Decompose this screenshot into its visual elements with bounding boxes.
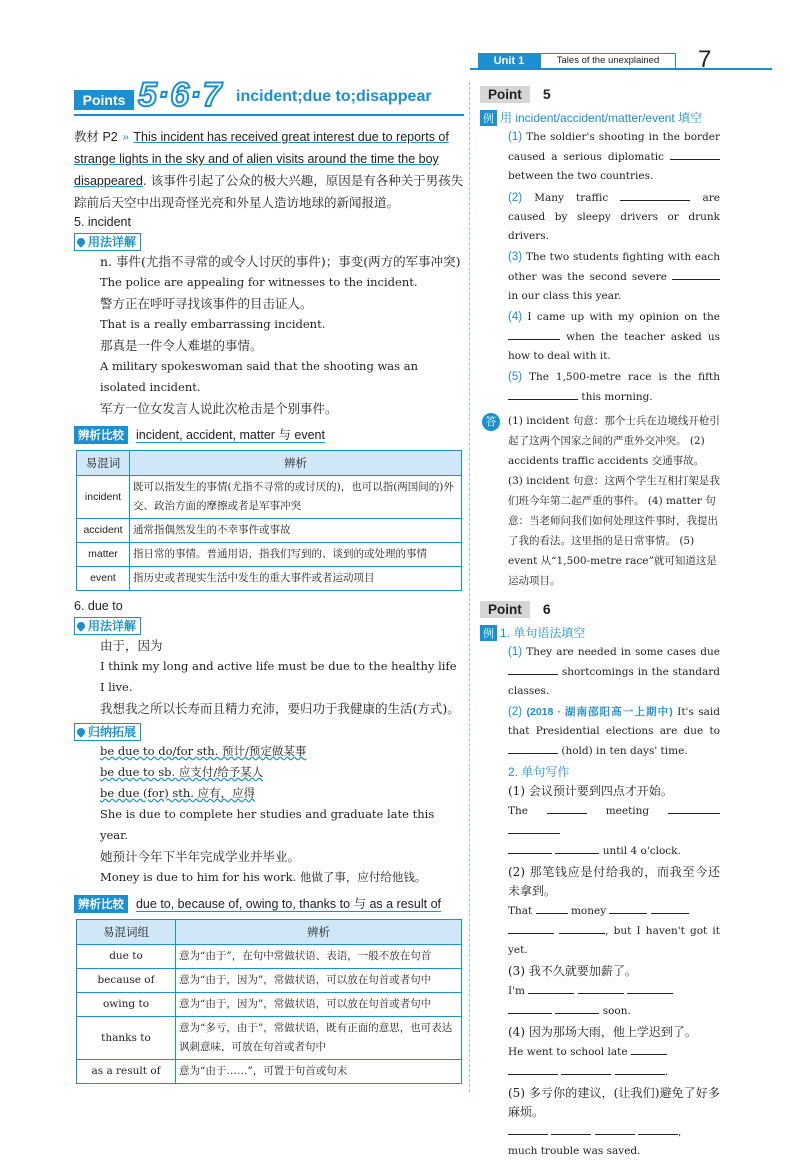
answer-blank[interactable]	[536, 901, 568, 914]
textbook-sentence	[74, 126, 464, 213]
usage-tag-due-to: 用法详解	[74, 617, 141, 635]
point-number: 6	[542, 601, 551, 617]
answer-badge: 答	[482, 413, 500, 431]
expansion-example-en: She is due to complete her studies and graduate late this year.	[100, 807, 435, 842]
answer-blank[interactable]	[508, 387, 578, 400]
answer-blank[interactable]	[508, 662, 558, 675]
answer-blank[interactable]	[555, 1001, 599, 1014]
compare-heading-incident	[74, 425, 464, 444]
answer-blank[interactable]	[508, 1001, 552, 1014]
answer-blank[interactable]	[670, 147, 720, 160]
due-to-usage	[74, 635, 464, 719]
points-title	[74, 76, 464, 116]
incident-heading: 5. incident	[74, 215, 131, 229]
table-row: incident 既可以指发生的事情(尤指不寻常的或讨厌的)，也可以指(两国间的)外交、政治方面的摩擦或者是军事冲突	[77, 476, 462, 519]
incident-compare-table	[76, 450, 462, 591]
incident-definition: n. 事件(尤指不寻常的或令人讨厌的事件)；事变(两方的军事冲突)	[100, 254, 461, 269]
example-heading: 例 用 incident/accident/matter/event 填空	[480, 109, 720, 126]
writing-item: (1) 会议预计要到四点才开始。 The meeting until 4 o'clock.	[480, 782, 720, 861]
answer-blank[interactable]	[578, 981, 624, 994]
left-column	[74, 76, 464, 1084]
table-row: because of 意为“由于，因为”，常做状语，可以放在句首或者句中	[77, 969, 462, 993]
point-badge: Point	[480, 601, 530, 618]
answer-blank[interactable]	[638, 1122, 678, 1135]
compare-tag: 辨析比较	[74, 895, 128, 913]
table-header: 易混词组	[77, 920, 176, 945]
answer-blank[interactable]	[508, 821, 560, 834]
incident-usage	[74, 251, 464, 419]
writing-heading: 2. 单句写作	[508, 765, 570, 779]
incident-example-cn: 那真是一件令人难堪的事情。	[100, 338, 263, 353]
table-row: thanks to 意为“多亏，由于”，常做状语，既有正面的意思，也可表达讽刺意味，可放在句首或者句中	[77, 1017, 462, 1060]
compare-heading-due-to	[74, 894, 464, 913]
answer-blank[interactable]	[615, 1062, 665, 1075]
writing-item: (5) 多亏你的建议，(让我们)避免了好多麻烦。 , much trouble was saved.	[508, 1086, 720, 1157]
answer-blank[interactable]	[551, 1122, 591, 1135]
right-column	[480, 80, 720, 1161]
points-badge: Points	[74, 90, 134, 110]
compare-title: due to, because of, owing to, thanks to 与 as a result of	[135, 897, 442, 911]
phrase-item: be due to sb. 应支付/给予某人	[100, 765, 264, 779]
expansion-example: Money is due to him for his work. 他做了事，应付给他钱。	[100, 870, 427, 884]
answer-blank[interactable]	[651, 901, 689, 914]
question-item: (5) The 1,500-metre race is the fifth this morning.	[508, 371, 720, 403]
answer-blank[interactable]	[559, 921, 605, 934]
answer-blank[interactable]	[609, 901, 647, 914]
point-badge: Point	[480, 86, 530, 103]
due-to-compare-table	[76, 919, 462, 1084]
table-row: owing to 意为“由于，因为”，常做状语，可以放在句首或者句中	[77, 993, 462, 1017]
pin-icon	[75, 620, 86, 631]
question-item: (2) (2018 · 湖南邵阳高一上期中) It's said that Presidential elections are due to (hold) in ten days' time.	[508, 706, 720, 757]
writing-item: (3) 我不久就要加薪了。 I'm soon.	[480, 962, 720, 1021]
points-words: incident;due to;disappear	[236, 88, 432, 105]
compare-tag: 辨析比较	[74, 426, 128, 444]
incident-example-en: A military spokeswoman said that the shooting was an isolated incident.	[100, 359, 418, 394]
textbook-sentence-cn: . 该事件引起了公众的极大兴趣，原因是有各种关于男孩失踪前后天空中出现奇怪光亮和外星人造访地球的新闻报道。	[74, 173, 464, 210]
answer-blank[interactable]	[595, 1122, 635, 1135]
answer-blank[interactable]	[627, 981, 673, 994]
table-row: event 指历史或者现实生活中发生的重大事件或者运动项目	[77, 567, 462, 591]
question-item: (1) They are needed in some cases due shortcomings in the standard classes.	[508, 646, 720, 697]
answer-blank[interactable]	[508, 921, 554, 934]
answer-blank[interactable]	[508, 841, 552, 854]
question-item: (2) Many traffic are caused by sleepy drivers or drunk drivers.	[480, 188, 720, 246]
expand-tag: 归纳拓展	[74, 723, 141, 741]
writing-item: (4) 因为那场大雨，他上学迟到了。 He went to school late .	[508, 1025, 697, 1078]
answer-blank[interactable]	[620, 188, 690, 201]
points-numbers: 5·6·7	[138, 76, 223, 114]
usage-tag-incident: 用法详解	[74, 233, 141, 251]
column-divider	[469, 82, 470, 1092]
incident-example-en: That is a really embarrassing incident.	[100, 317, 326, 331]
table-header: 辨析	[176, 920, 462, 945]
incident-example-en: The police are appealing for witnesses to the incident.	[100, 275, 418, 289]
answer-blank[interactable]	[668, 801, 720, 814]
answer-text: (1) incident 句意：那个士兵在边境线开枪引起了这两个国家之间的严重外交冲突。 (2) accidents traffic accidents 交通事故。 (3) incident 句意：这两个学生互相打架是我们班今年第二起严重的事件。 (4) matter 句意：当老师问我们如何处理这件事时，我提出了我的看法。这里指的是日常事情。 (5) event 从“1,500-metre race”就可知道这是运动项目。	[508, 415, 720, 587]
answer-block	[480, 411, 720, 591]
table-row: due to 意为“由于”，在句中常做状语、表语，一般不放在句首	[77, 945, 462, 969]
pin-icon	[75, 726, 86, 737]
due-to-heading: 6. due to	[74, 599, 123, 613]
table-header: 易混词	[77, 451, 130, 476]
incident-example-cn: 警方正在呼吁寻找该事件的目击证人。	[100, 296, 313, 311]
phrase-item: be due (for) sth. 应有，应得	[100, 786, 256, 800]
answer-blank[interactable]	[631, 1042, 667, 1055]
table-header: 辨析	[130, 451, 462, 476]
answer-blank[interactable]	[508, 741, 558, 754]
writing-item: (2) 那笔钱应是付给我的，而我至今还未拿到。 That money , but I haven't got it yet.	[508, 865, 720, 956]
answer-blank[interactable]	[555, 841, 599, 854]
unit-title: Tales of the unexplained	[540, 53, 676, 69]
arrow-right-icon: »	[121, 129, 130, 144]
question-item: (3) The two students fighting with each other was the second severe in our class this year.	[508, 251, 720, 302]
due-to-definition: 由于，因为	[100, 638, 163, 653]
answer-blank[interactable]	[508, 1062, 558, 1075]
pin-icon	[75, 236, 86, 247]
question-item: (1) The soldier's shooting in the border caused a serious diplomatic between the two countries.	[508, 131, 721, 182]
point-6-heading	[480, 599, 720, 621]
textbook-sentence-en: This incident has received great interest due to reports of strange lights in the sky and of alien visits around the time the boy disappeared	[74, 130, 449, 188]
due-to-expansion	[74, 741, 464, 888]
answer-blank[interactable]	[528, 981, 574, 994]
expansion-example-cn: 她预计今年下半年完成学业并毕业。	[100, 849, 301, 864]
table-row: matter 指日常的事情。普通用语，指我们写到的、谈到的或处理的事情	[77, 543, 462, 567]
table-row: as a result of 意为“由于……”，可置于句首或句末	[77, 1060, 462, 1084]
answer-blank[interactable]	[672, 267, 720, 280]
answer-blank[interactable]	[508, 1122, 548, 1135]
answer-blank[interactable]	[508, 327, 560, 340]
point-number: 5	[542, 86, 551, 102]
answer-blank[interactable]	[547, 801, 587, 814]
example-badge: 例	[480, 110, 497, 126]
example-badge: 例	[480, 625, 497, 641]
page-number: 7	[698, 46, 712, 73]
compare-title: incident, accident, matter 与 event	[135, 428, 325, 442]
table-row: accident 通常指偶然发生的不幸事件或事故	[77, 519, 462, 543]
textbook-source: 教材 P2	[74, 130, 118, 144]
answer-blank[interactable]	[561, 1062, 611, 1075]
incident-example-cn: 军方一位女发言人说此次枪击是个别事件。	[100, 401, 338, 416]
point-5-heading	[480, 84, 720, 106]
question-item: (4) I came up with my opinion on the when the teacher asked us how to deal with it.	[508, 311, 720, 362]
unit-tag: Unit 1	[478, 53, 540, 69]
due-to-example-cn: 我想我之所以长寿而且精力充沛，要归功于我健康的生活(方式)。	[100, 701, 460, 716]
example-heading: 例 1. 单句语法填空	[480, 624, 720, 641]
due-to-example-en: I think my long and active life must be due to the healthy life I live.	[100, 659, 457, 694]
phrase-item: be due to do/for sth. 预计/预定做某事	[100, 744, 307, 758]
